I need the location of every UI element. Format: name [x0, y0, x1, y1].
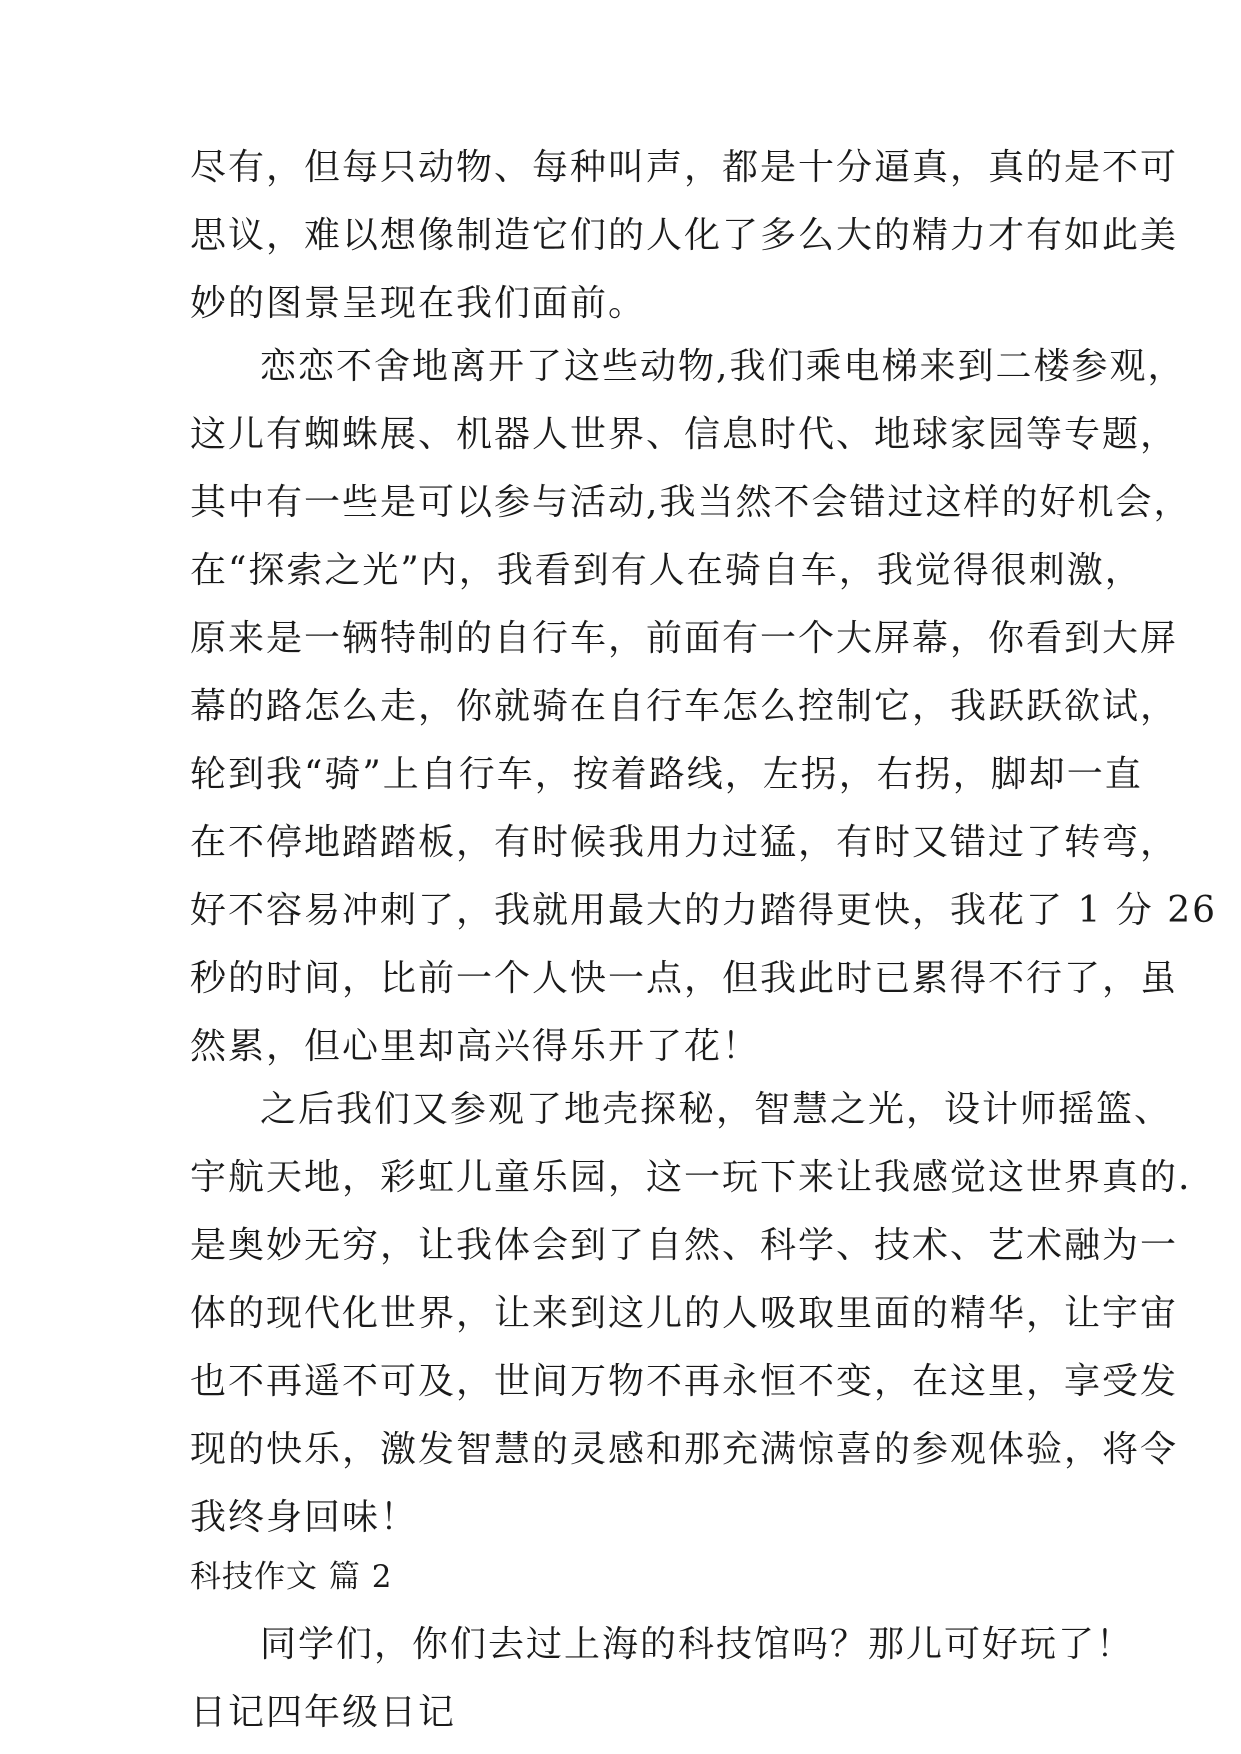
paragraph-2-line-8: 在不停地踏踏板，有时候我用力过猛，有时又错过了转弯， [190, 822, 1179, 863]
paragraph-4-line-1: 同学们，你们去过上海的科技馆吗？那儿可好玩了！ [260, 1624, 1135, 1665]
paragraph-3-line-4: 体的现代化世界，让来到这儿的人吸取里面的精华，让宇宙 [190, 1293, 1179, 1334]
paragraph-1-line-3: 妙的图景呈现在我们面前。 [190, 283, 647, 324]
paragraph-2-line-3: 其中有一些是可以参与活动,我当然不会错过这样的好机会， [190, 482, 1192, 523]
paragraph-3-line-2: 宇航天地，彩虹儿童乐园，这一玩下来让我感觉这世界真的. [190, 1157, 1192, 1198]
paragraph-2-line-2: 这儿有蜘蛛展、机器人世界、信息时代、地球家园等专题， [190, 414, 1179, 455]
paragraph-3-line-3: 是奥妙无穷，让我体会到了自然、科学、技术、艺术融为一 [190, 1225, 1179, 1266]
paragraph-3-line-1: 之后我们又参观了地壳探秘，智慧之光，设计师摇篮、 [260, 1089, 1173, 1130]
paragraph-2-line-11: 然累，但心里却高兴得乐开了花！ [190, 1026, 761, 1067]
paragraph-2-line-4: 在“探索之光”内，我看到有人在骑自车，我觉得很刺激， [190, 550, 1143, 591]
paragraph-2-line-6: 幕的路怎么走，你就骑在自行车怎么控制它，我跃跃欲试， [190, 686, 1179, 727]
paragraph-2-line-5: 原来是一辆特制的自行车，前面有一个大屏幕，你看到大屏 [190, 618, 1179, 659]
paragraph-2-line-9: 好不容易冲刺了，我就用最大的力踏得更快，我花了 1 分 26 [190, 890, 1218, 931]
paragraph-2-line-7: 轮到我“骑”上自行车，按着路线，左拐，右拐，脚却一直 [190, 754, 1143, 795]
paragraph-1-line-1: 尽有，但每只动物、每种叫声，都是十分逼真，真的是不可 [190, 147, 1179, 188]
paragraph-3-line-6: 现的快乐，激发智慧的灵感和那充满惊喜的参观体验，将令 [190, 1429, 1179, 1470]
paragraph-2-line-10: 秒的时间，比前一个人快一点，但我此时已累得不行了，虽 [190, 958, 1179, 999]
paragraph-3-line-7: 我终身回味！ [190, 1497, 419, 1538]
paragraph-2-line-1: 恋恋不舍地离开了这些动物,我们乘电梯来到二楼参观， [260, 346, 1186, 387]
footer-line: 日记四年级日记 [190, 1692, 457, 1733]
paragraph-3-line-5: 也不再遥不可及，世间万物不再永恒不变，在这里，享受发 [190, 1361, 1179, 1402]
section-heading: 科技作文 篇 2 [190, 1559, 393, 1595]
paragraph-1-line-2: 思议，难以想像制造它们的人化了多么大的精力才有如此美 [190, 215, 1179, 256]
